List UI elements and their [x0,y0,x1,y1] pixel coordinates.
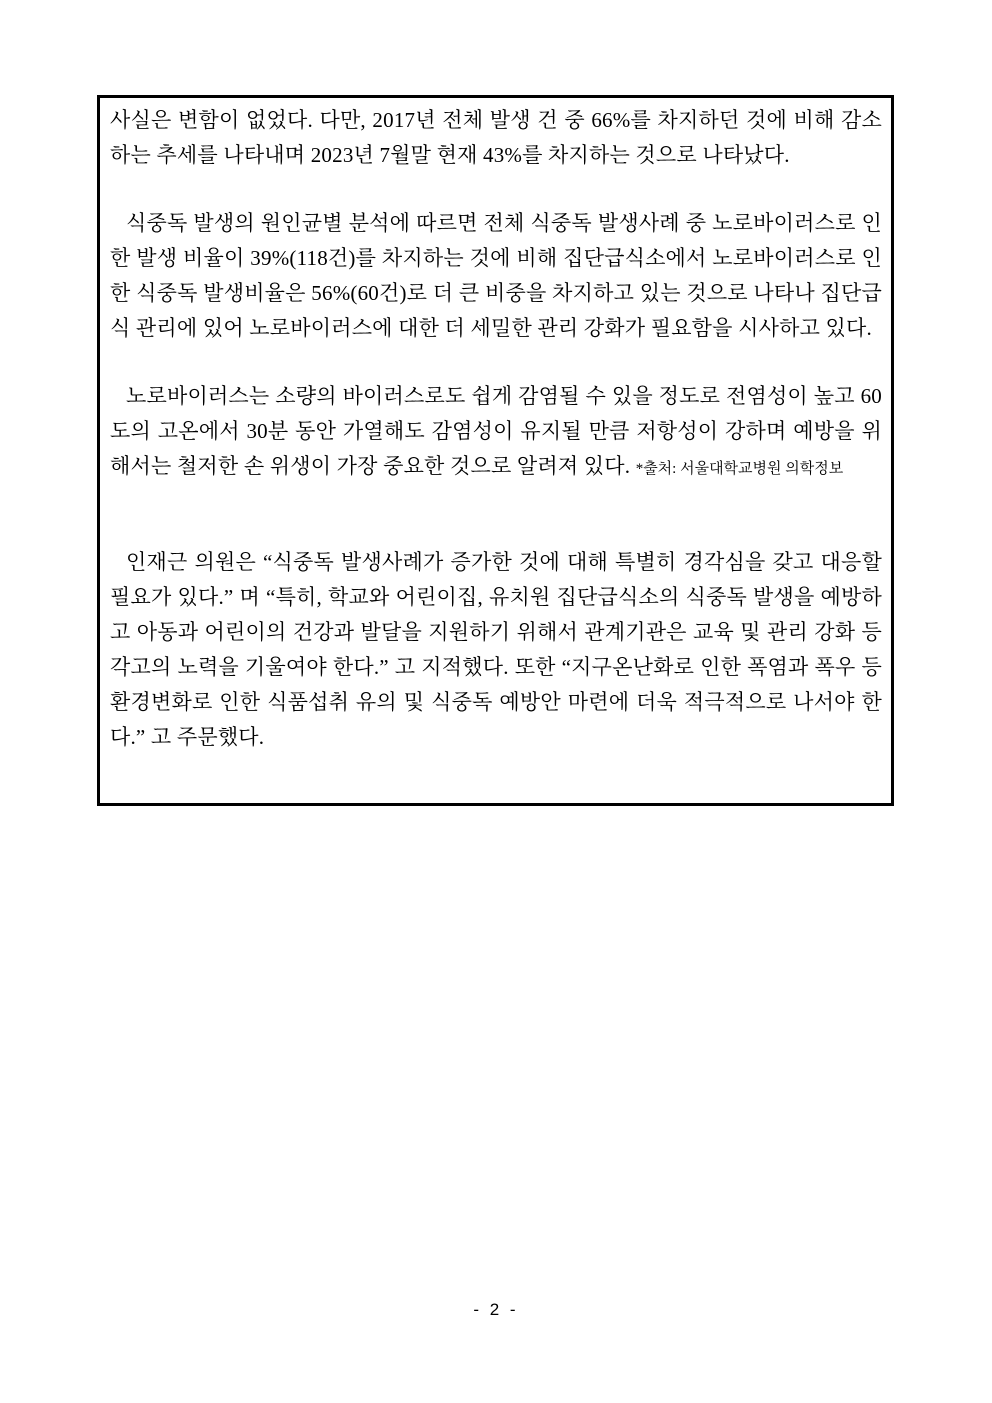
paragraph-lawmaker-quote: 인재근 의원은 “식중독 발생사례가 증가한 것에 대해 특별히 경각심을 갖고 대응할 필요가 있다.” 며 “특히, 학교와 어린이집, 유치원 집단급식소의 식중독 발생을 예방하고 아동과 어린이의 건강과 발달을 지원하기 위해서 관계기관은 교육 및 관리 강화 등 각고의 노력을 기울여야 한다.” 고 지적했다. 또한 “지구온난화로 인한 폭염과 폭우 등 환경변화로 인한 식품섭취 유의 및 식중독 예방안 마련에 더욱 적극적으로 나서야 한다.” 고 주문했다. [110,550,882,749]
source-note: *출처: 서울대학교병원 의학정보 [635,461,844,477]
paragraph-continuation: 사실은 변함이 없었다. 다만, 2017년 전체 발생 건 중 66%를 차지하던 것에 비해 감소하는 추세를 나타내며 2023년 7월말 현재 43%를 차지하는 것으로 나타났다. [110,108,882,167]
paragraph-cause-analysis: 식중독 발생의 원인균별 분석에 따르면 전체 식중독 발생사례 중 노로바이러스로 인한 발생 비율이 39%(118건)를 차지하는 것에 비해 집단급식소에서 노로바이러스로 인한 식중독 발생비율은 56%(60건)로 더 큰 비중을 차지하고 있는 것으로 나타나 집단급식 관리에 있어 노로바이러스에 대한 더 세밀한 관리 강화가 필요함을 시사하고 있다. [110,211,882,340]
paragraph-norovirus-info-text: 노로바이러스는 소량의 바이러스로도 쉽게 감염될 수 있을 정도로 전염성이 높고 60도의 고온에서 30분 동안 가열해도 감염성이 유지될 만큼 저항성이 강하며 예방을 위해서는 철저한 손 위생이 가장 중요한 것으로 알려져 있다. [110,384,882,478]
content-border-box [97,95,894,806]
page-number: - 2 - [473,1300,519,1319]
paragraph-norovirus-info [110,379,882,487]
